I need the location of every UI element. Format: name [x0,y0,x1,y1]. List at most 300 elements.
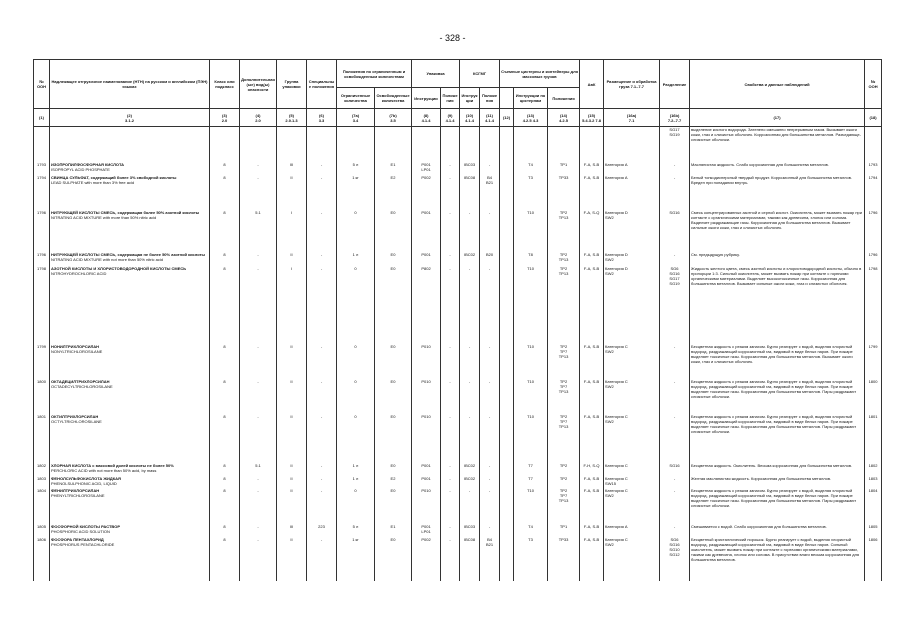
column-number-cell [548,109,580,127]
shipping-name-cell [50,200,210,210]
segregation-cell [660,252,690,266]
ibc-provision: - [488,524,491,529]
column-number: (10) [465,112,474,118]
shipping-name-cell [50,476,210,488]
tank-provision: TP2 TP7 TP13 [558,488,569,503]
limited-quantity-cell [337,252,375,266]
column-number: (13) [526,112,535,118]
subsidiary-hazard: - [257,414,259,419]
packing-instruction-cell [412,537,441,581]
packing-provision: - [449,175,451,180]
special-provisions-cell [307,210,337,252]
un-number: 1799 [37,344,46,349]
packing-group-cell [277,162,307,175]
ems-cell [580,210,604,252]
tank-instruction: T10 [527,488,534,493]
packing-instruction-cell [412,200,441,210]
ems-cell [580,463,604,476]
ibc-instruction-cell [460,379,480,414]
header-ems: АвК [580,60,604,109]
limited-quantity: 5 л [352,162,359,167]
column-number-cell [277,109,307,127]
special-provisions-cell [307,379,337,414]
un-number: 1806 [37,537,46,542]
ibc-provision: - [488,210,491,215]
un-number-right-cell [865,379,882,414]
stowage-cell [604,488,660,524]
special-provisions-cell [307,476,337,488]
shipping-name-en: PHOSPHORIC ACID SOLUTION [51,529,110,534]
shipping-name-en: ISOPROPYL ACID PHOSPHATE [51,167,110,172]
tank-provision-cell [548,476,580,488]
stowage: Категория C SW2 [605,537,628,547]
tank-instruction: T10 [527,414,534,419]
table-row [34,200,882,210]
tank-provision-cell [548,463,580,476]
ibc-provision: - [488,162,491,167]
ibc-instruction: IBC02 [463,476,476,481]
table-row [34,127,882,163]
un-number-right: 1793 [868,162,878,167]
segregation-cell [660,175,690,200]
tank-provision-cell [548,175,580,200]
ibc-provision-cell [480,210,500,252]
header-special-provisions: Специальные положения [307,60,337,109]
shipping-name-ru: ФОСФОРА ПЕНТАХЛОРИД [51,537,104,542]
tank-provision-cell [548,537,580,581]
column-reference: 3.1.2 [125,117,134,123]
tank-instruction-cell [514,414,548,463]
properties-cell [690,414,865,463]
ems: F-A, S-B [583,524,600,529]
ems-cell [580,266,604,344]
column-reference: 7.1 [628,117,635,123]
un-number-right: 1804 [868,488,878,493]
shipping-name-cell [50,266,210,344]
ibc-instruction-cell [460,524,480,537]
shipping-name-cell [50,524,210,537]
ems: F-A, S-B [583,379,600,384]
properties: выделение кислого водорода. Затенено смешанно непрерывным газом. Вызывает ожоги кожи, глаз и слизистых оболочек. Коррозионная для большинства металлов. Разъедающе-слизистые оболочки. [691,127,861,142]
class: 8 [223,344,226,349]
column-reference: 4.1.4 [465,117,474,123]
un-number-cell [34,537,50,581]
shipping-name-en: NONYLTRICHLOROSILANE [51,349,103,354]
subsidiary-hazard-cell [240,252,277,266]
packing-provision-cell [441,488,460,524]
stowage: Категория C SW2 [605,379,628,389]
subsidiary-hazard: - [257,488,259,493]
packing-group-cell [277,175,307,200]
limited-quantity-cell [337,162,375,175]
column-number: (9) [447,112,453,118]
packing-provision-cell [441,476,460,488]
shipping-name-ru: ИЗОПРОПИЛФОСФОРНАЯ КИСЛОТА [51,162,125,167]
excepted-quantity-cell [375,488,412,524]
table-row [34,414,882,463]
column-reference: 5.4.3.2 7.8 [582,117,601,123]
shipping-name-ru: НИТРУЮЩЕЙ КИСЛОТЫ СМЕСЬ, содержащая не более 50% азотной кислоты [51,252,205,257]
un-number-cell [34,476,50,488]
ibc-instruction-cell [460,266,480,344]
un-number: 1804 [37,488,46,493]
packing-provision-cell [441,463,460,476]
col12-cell [500,252,514,266]
tank-instruction-cell [514,266,548,344]
limited-quantity: 1 л [352,476,359,481]
properties-cell [690,266,865,344]
subsidiary-hazard-cell [240,463,277,476]
special-provisions-cell [307,127,337,163]
shipping-name-cell [50,210,210,252]
properties: См. предыдущую рубрику. [691,252,740,257]
class-cell [210,414,240,463]
column-reference: 2.0 [255,117,261,123]
packing-group: III [289,524,294,529]
col12-cell [500,524,514,537]
limited-quantity: 0 [354,488,357,493]
class-cell [210,175,240,200]
tank-instruction: T4 [528,524,533,529]
ibc-provision: B20 [485,252,494,257]
tank-provision: TP33 [558,537,569,542]
ibc-provision-cell [480,488,500,524]
column-reference: 2.0.1.3 [285,117,298,123]
subsidiary-hazard-cell [240,162,277,175]
header-limited-qty: Ограниченные количества [337,88,375,109]
ems-cell [580,537,604,581]
header-ibc-instr: Инструкции [460,88,480,109]
segregation-cell [660,210,690,252]
class-cell [210,252,240,266]
limited-quantity-cell [337,537,375,581]
stowage: Категория D SW2 [605,266,628,276]
col12-cell [500,414,514,463]
packing-provision-cell [441,175,460,200]
packing-instruction-cell [412,524,441,537]
properties-cell [690,162,865,175]
ibc-instruction: IBC02 [463,252,476,257]
special-provisions-cell [307,344,337,379]
packing-group: II [290,379,293,384]
limited-quantity-cell [337,266,375,344]
column-number-cell [210,109,240,127]
stowage: Категория A [605,524,628,529]
ems: F-A, S-B [583,252,600,257]
un-number-right: 1801 [868,414,878,419]
packing-group: III [289,162,294,167]
special-provisions-cell [307,252,337,266]
limited-quantity-cell [337,200,375,210]
segregation-cell [660,463,690,476]
packing-provision: - [449,463,451,468]
packing-provision: - [449,414,451,419]
class: 8 [223,162,226,167]
tank-provision-cell [548,379,580,414]
column-number-cell [412,109,441,127]
tank-provision: TP2 TP13 [558,266,569,276]
column-number: (6) [319,112,324,118]
ibc-instruction: - [468,488,471,493]
column-number-cell [604,109,660,127]
un-number: 1803 [37,476,46,481]
class: 8 [223,414,226,419]
packing-provision: - [449,344,451,349]
column-number-cell [514,109,548,127]
tank-instruction: T10 [527,210,534,215]
excepted-quantity: E0 [390,266,396,271]
col12-cell [500,175,514,200]
limited-quantity: 0 [354,379,357,384]
un-number-right: 1796 [868,252,878,257]
stowage: Категория C SW2 [605,344,628,354]
ibc-provision: - [488,414,491,419]
un-number-right: 1803 [868,476,878,481]
special-provisions-cell [307,266,337,344]
subsidiary-hazard: - [257,524,259,529]
stowage-cell [604,344,660,379]
ibc-instruction-cell [460,252,480,266]
ibc-provision: - [488,344,491,349]
stowage-cell [604,252,660,266]
header-tank-instr: Инструкции по цистернам [514,88,548,109]
shipping-name-ru: ФОСФОРНОЙ КИСЛОТЫ РАСТВОР [51,524,120,529]
un-number: 1800 [37,379,46,384]
ibc-provision-cell [480,127,500,163]
special-provisions: - [320,488,323,493]
shipping-name-cell [50,175,210,200]
limited-quantity-cell [337,414,375,463]
subsidiary-hazard: 5.1 [255,463,261,468]
shipping-name-cell [50,463,210,476]
excepted-quantity-cell [375,476,412,488]
col12-cell [500,266,514,344]
excepted-quantity-cell [375,266,412,344]
col12-cell [500,463,514,476]
header-tanks: Съемные цистерны и контейнеры для массовых грузов [500,60,580,88]
packing-group-cell [277,266,307,344]
segregation-cell [660,379,690,414]
tank-instruction: T3 [528,175,533,180]
properties-cell [690,200,865,210]
column-number-cell [690,109,865,127]
properties: Бесцветная жидкость с резким запахом. Бурно реагирует с водой, выделяя хлористый водород, раздражающий коррозионный газ, видимый в виде белых паров. При пожаре выделяет токсичные газы. Коррозионная для большинства металлов. Пары раздражают слизистые оболочки. [691,414,857,434]
special-provisions: - [320,379,323,384]
column-reference: 7.2–7.7 [667,117,682,123]
packing-provision: - [449,524,451,529]
properties: Бесцветный кристаллический порошок. Бурно реагирует с водой, выделяя хлористый водород, раздражающий коррозионный газ, видимый в виде белых паров. Сильный окислитель, может вызвать пожар при контакте с горючими органическими материалами, такими как древесина, хлопок или солома. В присутствии влаги весьма коррозионная для большинства металлов. [691,537,860,562]
tank-provision-cell [548,200,580,210]
subsidiary-hazard-cell [240,379,277,414]
special-provisions: - [320,266,323,271]
ibc-provision: - [488,488,491,493]
packing-provision-cell [441,127,460,163]
table-row [34,344,882,379]
header-un-right: № ООН [865,60,882,109]
packing-instruction: P002 [421,175,431,180]
properties-cell [690,537,865,581]
un-number-right-cell [865,476,882,488]
tank-provision-cell [548,414,580,463]
ibc-provision-cell [480,200,500,210]
tank-provision: TP33 [558,175,569,180]
column-number-cell [500,109,514,127]
tank-instruction-cell [514,488,548,524]
stowage-cell [604,127,660,163]
ems-cell [580,524,604,537]
subsidiary-hazard-cell [240,210,277,252]
subsidiary-hazard-cell [240,414,277,463]
ibc-instruction-cell [460,344,480,379]
subsidiary-hazard: - [257,344,259,349]
segregation-cell [660,476,690,488]
ibc-provision: - [488,379,491,384]
column-number-cell [580,109,604,127]
stowage-cell [604,414,660,463]
stowage: Категория A [605,175,628,180]
properties-cell [690,175,865,200]
packing-provision: - [449,162,451,167]
ibc-provision-cell [480,266,500,344]
properties-cell [690,252,865,266]
packing-instruction-cell [412,476,441,488]
special-provisions: - [320,210,323,215]
subsidiary-hazard-cell [240,537,277,581]
shipping-name-cell [50,127,210,163]
class: 8 [223,476,226,481]
packing-group: I [290,210,293,215]
limited-quantity: 0 [354,344,357,349]
properties: Бесцветная жидкость с резким запахом. Бурно реагирует с водой, выделяя хлористый водород, раздражающий коррозионный газ, видимый в виде белых паров. При пожаре выделяет токсичные газы. Коррозионная для большинства металлов. Вызывает ожоги кожи, глаз и слизистых оболочек. [691,344,853,364]
ibc-instruction: IBC03 [463,162,476,167]
class: 8 [223,524,226,529]
un-number-right-cell [865,200,882,210]
special-provisions: - [320,344,323,349]
special-provisions: - [320,414,323,419]
stowage-cell [604,463,660,476]
packing-provision: - [449,266,451,271]
segregation: - [673,476,676,481]
limited-quantity: 0 [354,266,357,271]
un-number-cell [34,266,50,344]
ems: F-A, S-B [583,537,600,542]
shipping-name-cell [50,537,210,581]
tank-provision: TP2 TP13 [558,252,569,262]
excepted-quantity-cell [375,524,412,537]
header-class: Класс или подкласс [210,60,240,109]
tank-instruction-cell [514,344,548,379]
header-pkg-instr: Инструкции [412,88,441,109]
packing-group-cell [277,488,307,524]
header-segregation: Разделение [660,60,690,109]
un-number-cell [34,175,50,200]
class-cell [210,537,240,581]
limited-quantity-cell [337,127,375,163]
special-provisions: - [320,175,323,180]
packing-provision: - [449,537,451,542]
subsidiary-hazard: - [257,476,259,481]
col12-cell [500,127,514,163]
shipping-name-en: PHOSPHORUS PENTACHLORIDE [51,542,115,547]
ems-cell [580,476,604,488]
ibc-provision: - [488,476,491,481]
subsidiary-hazard: - [257,252,259,257]
class-cell [210,200,240,210]
properties-cell [690,488,865,524]
packing-group-cell [277,476,307,488]
subsidiary-hazard-cell [240,344,277,379]
class-cell [210,379,240,414]
stowage: Категория A [605,162,628,167]
packing-provision-cell [441,210,460,252]
packing-group-cell [277,252,307,266]
column-reference: 4.2.5 [559,117,568,123]
segregation: - [673,379,676,384]
properties-cell [690,379,865,414]
packing-instruction: P010 [421,379,431,384]
column-number-cell [441,109,460,127]
subsidiary-hazard-cell [240,488,277,524]
properties: Смесь концентрированных азотной и серной кислот. Окислитель, может вызвать пожар при контакте с органическими материалами, такими как древесина, хлопок или солома. Выделяет раздражающие газы. Коррозионная для большинства металлов. Вызывает сильные ожоги кожи, глаз и слизистых оболочек. [691,210,862,230]
packing-group: II [290,476,293,481]
stowage: Категория D SW2 [605,252,628,262]
ems: F-A, S-B [583,344,600,349]
ibc-instruction: - [468,379,471,384]
shipping-name-en: OCTADECYLTRICHLOROSILANE [51,384,113,389]
tank-provision: TP2 [559,476,568,481]
properties: Желтая маслянистая жидкость. Коррозионная для большинства металлов. [691,476,832,481]
stowage-cell [604,266,660,344]
packing-instruction: P001 [421,252,431,257]
limited-quantity: 1 кг [352,175,359,180]
column-number-row [34,109,882,127]
tank-instruction-cell [514,524,548,537]
ems-cell [580,379,604,414]
packing-provision-cell [441,162,460,175]
stowage-cell [604,537,660,581]
packing-provision: - [449,252,451,257]
subsidiary-hazard-cell [240,200,277,210]
shipping-name-cell [50,379,210,414]
tank-provision-cell [548,488,580,524]
column-number-cell [460,109,480,127]
segregation-cell [660,414,690,463]
un-number-right-cell [865,210,882,252]
tank-instruction-cell [514,127,548,163]
shipping-name-ru: ОКТИЛТРИХЛОРСИЛАН [51,414,99,419]
un-number-right-cell [865,266,882,344]
packing-instruction: P010 [421,344,431,349]
ibc-provision-cell [480,379,500,414]
ems-cell [580,127,604,163]
shipping-name-en: OCTYLTRICHLOROSILANE [51,419,102,424]
table-row [34,162,882,175]
un-number-right-cell [865,175,882,200]
column-number: (17) [773,115,781,120]
col12-cell [500,210,514,252]
column-number: (14) [559,112,568,118]
class-cell [210,210,240,252]
class: 8 [223,210,226,215]
special-provisions-cell [307,200,337,210]
ems-cell [580,200,604,210]
ibc-provision-cell [480,476,500,488]
header-ibc: КСГМГ [460,60,500,88]
un-number: 1793 [37,162,46,167]
header-name: Надлежащее отгрузочное наименование (НТН) на русском и английском (ПЭН) языках [50,60,210,109]
packing-group: II [290,175,293,180]
table-row [34,476,882,488]
